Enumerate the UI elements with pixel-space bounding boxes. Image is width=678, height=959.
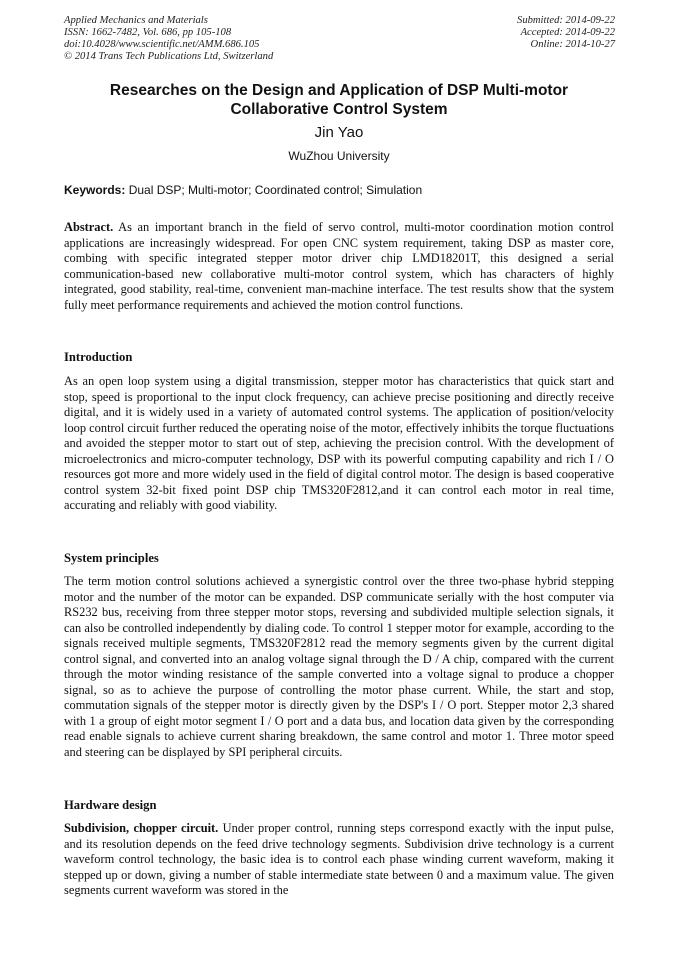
keywords-text: Dual DSP; Multi-motor; Coordinated control; Simulation [128, 183, 423, 197]
online-date: Online: 2014-10-27 [530, 39, 615, 50]
abstract-paragraph [64, 220, 614, 313]
doi-line: doi:10.4028/www.scientific.net/AMM.686.105 [64, 39, 260, 50]
journal-info [64, 15, 273, 63]
system-principles-paragraph: The term motion control solutions achieved a synergistic control over the three two-phase hybrid stepping motor and the number of the motor can be expanded. DSP communicate serially with the host computer via RS232 bus, receiving from three stepper motor stops, reversing and subdivided multiple selection signals, it can also be controlled independently by dialing code. To control 1 stepper motor for example, according to the signals received multiple segments, TMS320F2812 read the memory segments given by the current digital control signal, and converted into an analog voltage signal through the D / A chip, compared with the current through the motor winding resistance of the sample converted into a voltage signal to produce a chopper signal, so as to achieve the purpose of controlling the motor phase current. While, the start and stop, commutation signals of the stepper motor is directly given by the DSP's I / O port. Stepper motor 2,3 shared with 1 a group of eight motor segment I / O port and a data bus, and location data given by the corresponding read enable signals to achieve current sharing breakdown, the same control and motor 1. Three motor speed and steering can be displayed by SPI peripheral circuits. [64, 574, 614, 759]
abstract-label: Abstract. [64, 220, 114, 234]
introduction-paragraph: As an open loop system using a digital transmission, stepper motor has characteristics that quick start and stop, speed is proportional to the input clock frequency, can achieve precise positioning and directly receive digital, and it is widely used in a variety of automated control systems. The application of position/velocity loop control circuit further reduced the operating noise of the motor, effectively inhibits the torque fluctuations and avoided the stepper motor to start out of step, achieving the precision control. With the development of microelectronics and micro-computer technology, DSP with its powerful computing capability and rich I / O resources got more and more widely used in the field of digital control motor. The design is based cooperative control system 32-bit fixed point DSP chip TMS320F2812,and it can control each motor in real time, accurating and reliably with good viability. [64, 374, 614, 512]
submitted-date: Submitted: 2014-09-22 [517, 15, 615, 26]
keywords-line [64, 183, 624, 197]
hardware-design-text: Under proper control, running steps correspond exactly with the input pulse, and its resolution depends on the feed drive technology segments. Subdivision drive technology is a current waveform control technology, the basic idea is to control each phase winding current waveform, making it stepped up or down, giving a number of stable intermediate state between 0 and a maximum value. The given segments current waveform was stored in the [64, 821, 614, 897]
subdivision-subheading: Subdivision, chopper circuit. [64, 821, 219, 835]
publication-dates [517, 15, 615, 51]
author-affiliation: WuZhou University [288, 149, 390, 163]
accepted-date: Accepted: 2014-09-22 [520, 27, 615, 38]
keywords-label: Keywords: [64, 183, 126, 197]
paper-title: Researches on the Design and Application of DSP Multi-motor Collaborative Control System [109, 82, 569, 118]
system-principles-heading: System principles [64, 551, 159, 565]
hardware-design-heading: Hardware design [64, 798, 157, 812]
author-name: Jin Yao [314, 124, 364, 141]
issn-line: ISSN: 1662-7482, Vol. 686, pp 105-108 [64, 27, 232, 38]
journal-name: Applied Mechanics and Materials [64, 15, 208, 26]
hardware-design-paragraph [64, 821, 614, 899]
copyright-line: © 2014 Trans Tech Publications Ltd, Switzerland [64, 51, 274, 62]
introduction-heading: Introduction [64, 350, 133, 364]
abstract-text: As an important branch in the field of servo control, multi-motor coordination motion control applications are increasingly widespread. For open CNC system requirement, taking DSP as master core, combing with specific integrated stepper motor driver chip LMD18201T, this designed a serial communication-based new collaborative multi-motor control system, which has characters of highly integrated, good stability, real-time, convenient man-machine interface. The test results show that the system fully meet performance requirements and achieved the motion control functions. [64, 220, 614, 312]
